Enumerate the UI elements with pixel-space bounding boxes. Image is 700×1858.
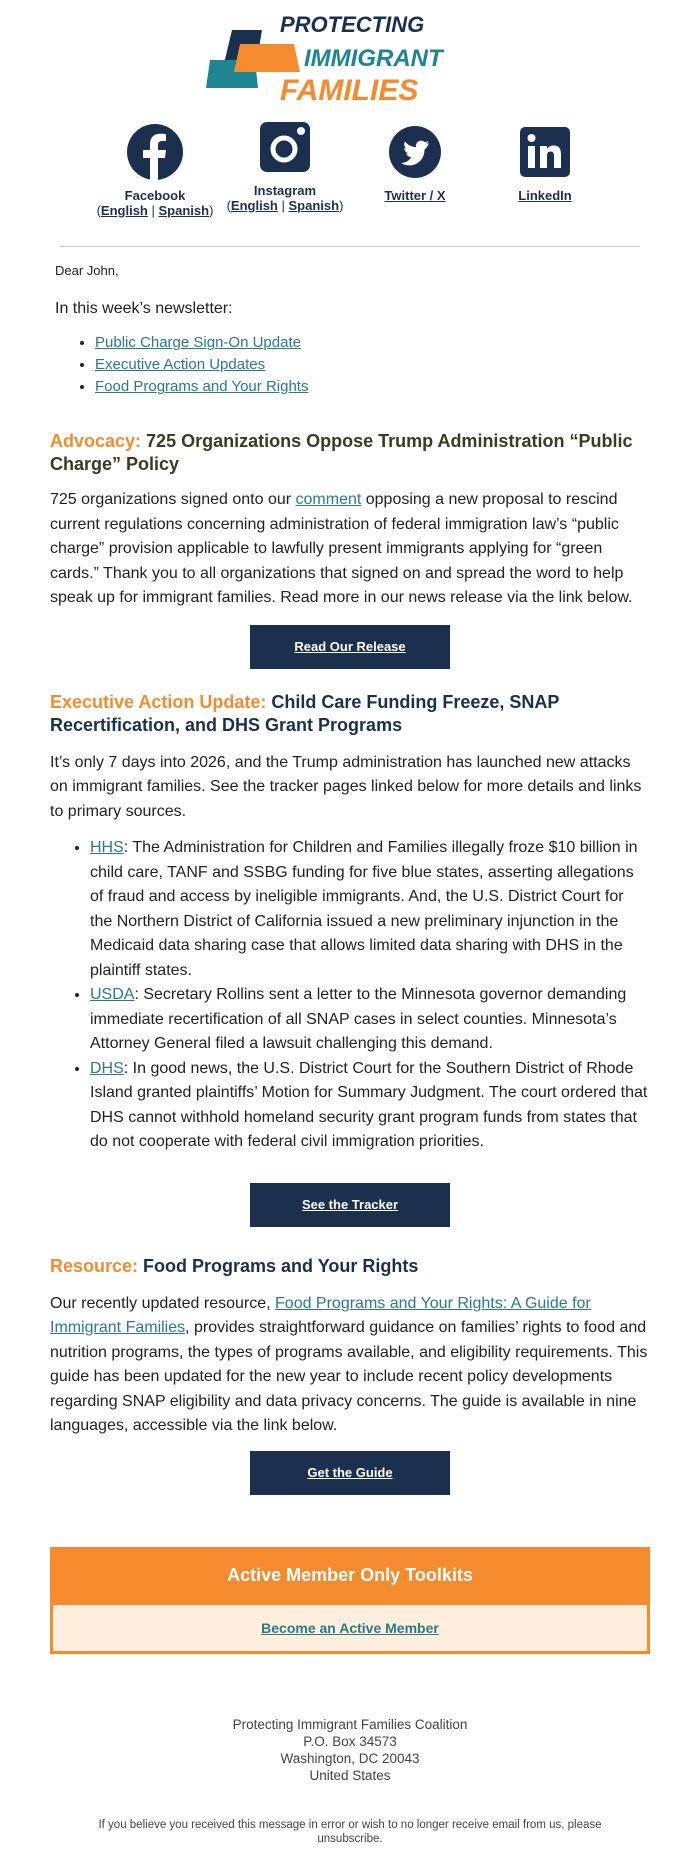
list-item — [90, 983, 650, 1057]
text: : Secretary Rollins sent a letter to the Minnesota governor demanding immediate recertification of all SNAP cases in select counties. Minnesota’s Attorney General filed a lawsuit challenging this demand. — [90, 986, 627, 1052]
advocacy-paragraph — [50, 488, 650, 611]
text: : The Administration for Children and Families illegally froze $10 billion in child care, TANF and SSBG funding for five blue states, asserting allegations of fraud and access by ineligible immigrants. And, the U.S. District Court for the Northern District of California issued a new preliminary injunction in the Medicaid data sharing case that allows limited data sharing with DHS in the plaintiff states. — [90, 839, 638, 979]
facebook-label: Facebook — [124, 188, 186, 203]
linkedin-link[interactable]: LinkedIn — [518, 188, 572, 203]
linkedin-icon[interactable] — [517, 124, 573, 180]
text: , provides straightforward guidance on families’ rights to food and nutrition programs, the types of programs available, and eligibility requirements. This guide has been updated for the new year to include recent policy developments regarding SNAP eligibility and data privacy concerns. The guide is available in nine languages, accessible via the link below. — [50, 1319, 648, 1434]
twitter-link[interactable]: Twitter / X — [384, 188, 446, 203]
footer-country: United States — [309, 1767, 391, 1783]
logo-text-protecting: PROTECTING — [280, 12, 425, 37]
logo-text-immigrant: IMMIGRANT — [304, 45, 443, 72]
section-tag: Resource: — [50, 1255, 139, 1276]
newsletter-intro: In this week’s newsletter: — [55, 300, 233, 317]
main-content — [0, 263, 700, 1654]
toc-link-public-charge[interactable]: Public Charge Sign-On Update — [95, 334, 301, 351]
section-title: Food Programs and Your Rights — [138, 1255, 419, 1276]
instagram-spanish-link[interactable]: Spanish — [288, 198, 340, 213]
text: Our recently updated resource, — [50, 1294, 276, 1312]
instagram-english-link[interactable]: English — [230, 198, 278, 213]
footer-city: Washington, DC 20043 — [280, 1750, 420, 1766]
unsubscribe-disclaimer[interactable]: If you believe you received this message in error or wish to no longer receive email from us, please unsubscribe. — [98, 1818, 602, 1845]
section-tag: Advocacy: — [50, 431, 142, 451]
become-member-link[interactable]: Become an Active Member — [261, 1619, 439, 1636]
text: 725 organizations signed onto our — [50, 491, 296, 508]
toc-link-food-programs[interactable]: Food Programs and Your Rights — [95, 378, 309, 395]
instagram-label: Instagram — [253, 183, 317, 198]
newsletter — [0, 10, 700, 1858]
dhs-link[interactable]: DHS — [90, 1059, 124, 1077]
advocacy-heading — [50, 430, 650, 476]
social-links — [70, 124, 630, 218]
toc-link-executive-action[interactable]: Executive Action Updates — [95, 356, 266, 373]
section-title: 725 Organizations Oppose Trump Administration “Public Charge” Policy — [50, 431, 633, 474]
social-instagram: Instagram (English | Spanish) — [220, 124, 350, 218]
toolkit-title: Active Member Only Toolkits — [53, 1550, 647, 1605]
toolkit-box — [50, 1547, 650, 1654]
logo-text-families: FAMILIES — [280, 74, 419, 102]
list-item — [90, 1057, 650, 1155]
hhs-link[interactable]: HHS — [90, 839, 124, 856]
get-guide-button[interactable]: Get the Guide — [250, 1451, 450, 1495]
comment-link[interactable]: comment — [295, 491, 362, 508]
social-linkedin — [480, 124, 610, 218]
text: opposing a new proposal to rescind current regulations concerning administration of federal immigration law’s “public charge” provision applicable to lawfully present immigrants applying for “green cards.” Thank you to all organizations that signed on and spread the word to help speak up for immigrant families. Read more in our news release via the link below. — [50, 491, 633, 606]
instagram-icon[interactable] — [257, 119, 313, 175]
executive-heading — [50, 691, 650, 737]
facebook-english-link[interactable]: English — [100, 203, 148, 218]
guide-link[interactable]: Food Programs and Your Rights: A Guide for Immigrant Families — [50, 1294, 591, 1336]
see-tracker-button[interactable]: See the Tracker — [250, 1183, 450, 1227]
list-item — [90, 836, 650, 983]
footer-po-box: P.O. Box 34573 — [303, 1733, 397, 1749]
read-release-button[interactable]: Read Our Release — [250, 625, 450, 669]
section-tag: Executive Action Update: — [50, 691, 267, 712]
usda-link[interactable]: USDA — [90, 986, 135, 1003]
facebook-icon[interactable] — [127, 124, 183, 180]
twitter-icon[interactable] — [387, 124, 443, 180]
section-title: Child Care Funding Freeze, SNAP Recertification, and DHS Grant Programs — [50, 691, 560, 735]
logo[interactable] — [200, 10, 500, 102]
executive-list — [50, 836, 650, 1155]
greeting: Dear John, — [55, 263, 119, 278]
text: : In good news, the U.S. District Court for the Southern District of Rhode Island granted plaintiffs’ Motion for Summary Judgment. The court ordered that DHS cannot withhold homeland security grant program funds from states that do not cooperate with federal civil immigration priorities. — [90, 1059, 648, 1150]
divider — [60, 246, 640, 247]
table-of-contents — [50, 332, 650, 398]
footer-org: Protecting Immigrant Families Coalition — [232, 1716, 468, 1732]
footer-address — [0, 1716, 700, 1784]
facebook-spanish-link[interactable]: Spanish — [158, 203, 210, 218]
resource-heading — [50, 1255, 650, 1278]
resource-paragraph — [50, 1292, 650, 1439]
social-twitter — [350, 124, 480, 218]
executive-intro: It’s only 7 days into 2026, and the Trump administration has launched new attacks on immigrant families. See the tracker pages linked below for more details and links to primary sources. — [50, 753, 642, 820]
social-facebook: Facebook (English | Spanish) — [90, 124, 220, 218]
